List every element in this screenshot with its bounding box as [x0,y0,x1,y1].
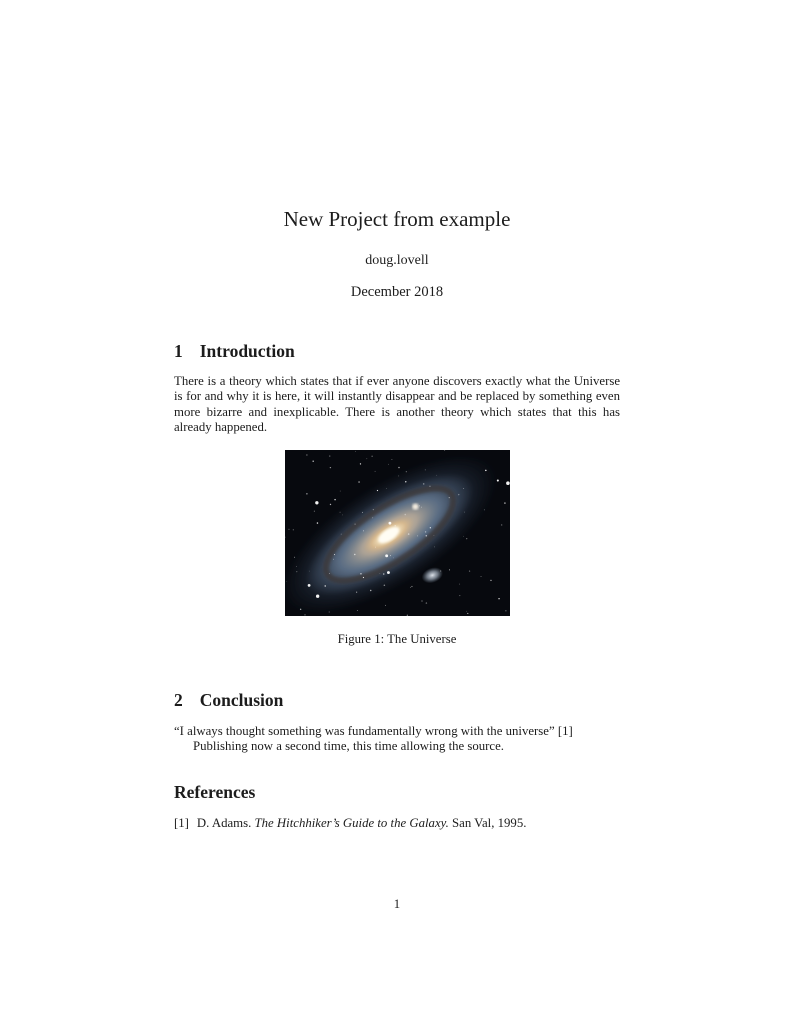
document-author: doug.lovell [365,253,429,268]
introduction-paragraph: There is a theory which states that if ever anyone discovers exactly what the Universe is for and why it is here, it will instantly disappear and be replaced by something even more bizarre and inexplicable. There is another theory which states that this has already happened. [174,374,620,434]
section-heading-conclusion [174,690,620,711]
conclusion-followup-line: Publishing now a second time, this time allowing the source. [193,739,504,754]
page-number: 1 [393,897,401,911]
figure-caption: Figure 1: The Universe [337,632,457,647]
references-heading: References [174,781,256,802]
conclusion-quote-line: “I always thought something was fundamentally wrong with the universe” [1] [174,724,573,739]
reference-authors: D. Adams. [196,815,252,830]
document-content [174,206,620,831]
reference-label: [1] [174,815,189,830]
reference-publisher: San Val, 1995. [452,815,527,830]
document-title: New Project from example [283,207,511,231]
andromeda-galaxy-image [285,450,510,616]
companion-galaxy-m32 [412,504,418,510]
reference-title: The Hitchhiker’s Guide to the Galaxy. [254,815,449,830]
section-title: Conclusion [199,690,284,711]
section-heading-introduction [174,341,620,362]
reference-text [197,816,620,831]
section-title: Introduction [199,341,295,361]
reference-entry [174,816,620,831]
figure-container [174,450,620,647]
section-number: 1 [174,341,183,361]
document-date: December 2018 [350,284,444,300]
section-number: 2 [174,690,183,711]
